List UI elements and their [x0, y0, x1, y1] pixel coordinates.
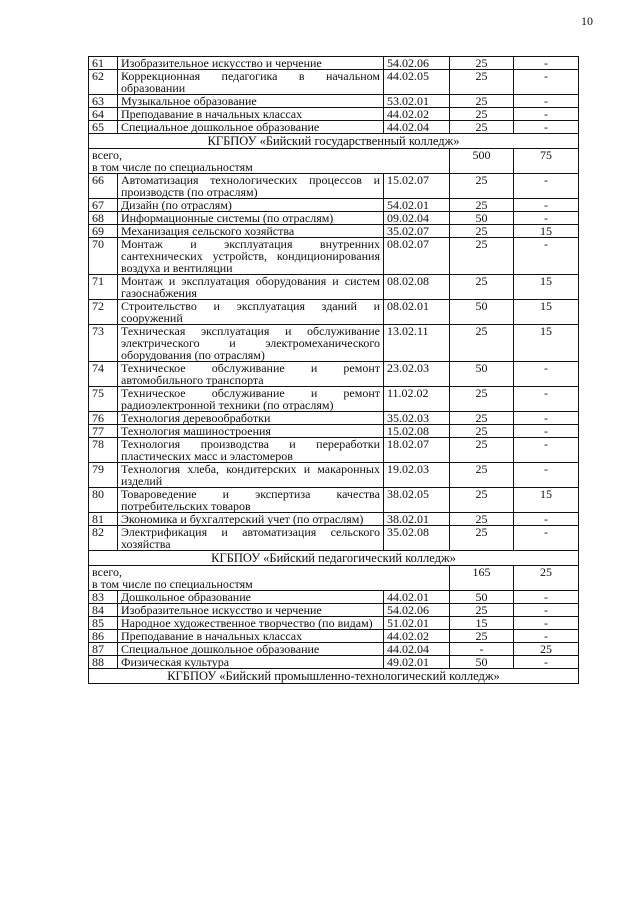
total-label: всего, в том числе по специальностям [89, 566, 450, 591]
extra-count: - [514, 591, 579, 604]
row-number: 82 [89, 526, 118, 551]
extra-count: - [514, 425, 579, 438]
row-number: 80 [89, 488, 118, 513]
table-row [89, 212, 579, 225]
specialty-code: 51.02.01 [384, 617, 450, 630]
specialty-code: 38.02.01 [384, 513, 450, 526]
row-number: 74 [89, 362, 118, 387]
row-number: 73 [89, 325, 118, 362]
plan-count: 25 [450, 57, 514, 70]
row-number: 70 [89, 238, 118, 275]
specialty-name: Специальное дошкольное образование [118, 121, 384, 134]
specialty-name: Изобразительное искусство и черчение [118, 57, 384, 70]
total-extra-count: 75 [514, 149, 579, 174]
row-number: 61 [89, 57, 118, 70]
specialty-name: Музыкальное образование [118, 95, 384, 108]
row-number: 77 [89, 425, 118, 438]
plan-count: 25 [450, 108, 514, 121]
college-header-row [89, 551, 579, 566]
extra-count: - [514, 438, 579, 463]
specialty-code: 54.02.06 [384, 604, 450, 617]
plan-count: 25 [450, 238, 514, 275]
total-row [89, 149, 579, 174]
plan-count: 25 [450, 412, 514, 425]
specialty-code: 19.02.03 [384, 463, 450, 488]
row-number: 84 [89, 604, 118, 617]
specialty-code: 15.02.07 [384, 174, 450, 199]
table-row [89, 425, 579, 438]
specialty-code: 44.02.02 [384, 630, 450, 643]
extra-count: - [514, 412, 579, 425]
specialty-name: Технология деревообработки [118, 412, 384, 425]
extra-count: 15 [514, 300, 579, 325]
table-row [89, 199, 579, 212]
specialty-name: Техническая эксплуатация и обслуживание электрического и электромеханического оборудования (по отраслям) [118, 325, 384, 362]
specialty-name: Механизация сельского хозяйства [118, 225, 384, 238]
table-row [89, 591, 579, 604]
row-number: 64 [89, 108, 118, 121]
specialty-code: 08.02.01 [384, 300, 450, 325]
plan-count: 50 [450, 656, 514, 669]
total-plan-count: 500 [450, 149, 514, 174]
college-name: КГБПОУ «Бийский государственный колледж» [89, 134, 579, 149]
extra-count: - [514, 656, 579, 669]
total-extra-count: 25 [514, 566, 579, 591]
plan-count: 25 [450, 95, 514, 108]
plan-count: 25 [450, 513, 514, 526]
plan-count: - [450, 643, 514, 656]
specialty-name: Техническое обслуживание и ремонт радиоэлектронной техники (по отраслям) [118, 387, 384, 412]
row-number: 66 [89, 174, 118, 199]
specialty-code: 35.02.07 [384, 225, 450, 238]
specialty-name: Электрификация и автоматизация сельского хозяйства [118, 526, 384, 551]
specialty-name: Коррекционная педагогика в начальном образовании [118, 70, 384, 95]
table-row [89, 70, 579, 95]
specialty-name: Технология хлеба, кондитерских и макаронных изделий [118, 463, 384, 488]
table-row [89, 438, 579, 463]
total-plan-count: 165 [450, 566, 514, 591]
extra-count: - [514, 513, 579, 526]
table-row [89, 174, 579, 199]
extra-count: - [514, 238, 579, 275]
table-row [89, 643, 579, 656]
table-row [89, 617, 579, 630]
plan-count: 25 [450, 121, 514, 134]
specialty-name: Технология производства и переработки пластических масс и эластомеров [118, 438, 384, 463]
specialty-code: 54.02.01 [384, 199, 450, 212]
specialty-name: Монтаж и эксплуатация внутренних сантехнических устройств, кондиционирования воздуха и вентиляции [118, 238, 384, 275]
specialty-code: 54.02.06 [384, 57, 450, 70]
table-row [89, 463, 579, 488]
specialty-code: 44.02.04 [384, 643, 450, 656]
table-row [89, 412, 579, 425]
specialty-code: 35.02.08 [384, 526, 450, 551]
extra-count: 15 [514, 325, 579, 362]
extra-count: - [514, 199, 579, 212]
table-row [89, 656, 579, 669]
extra-count: - [514, 174, 579, 199]
plan-count: 25 [450, 174, 514, 199]
specialty-code: 18.02.07 [384, 438, 450, 463]
page-number: 10 [581, 14, 593, 28]
specialty-code: 44.02.01 [384, 591, 450, 604]
row-number: 63 [89, 95, 118, 108]
extra-count: - [514, 526, 579, 551]
row-number: 85 [89, 617, 118, 630]
extra-count: 15 [514, 225, 579, 238]
specialty-name: Технология машиностроения [118, 425, 384, 438]
plan-count: 25 [450, 199, 514, 212]
table-row [89, 488, 579, 513]
plan-count: 25 [450, 425, 514, 438]
specialty-code: 08.02.08 [384, 275, 450, 300]
extra-count: - [514, 362, 579, 387]
college-header-row [89, 134, 579, 149]
specialty-code: 09.02.04 [384, 212, 450, 225]
row-number: 75 [89, 387, 118, 412]
specialty-name: Строительство и эксплуатация зданий и сооружений [118, 300, 384, 325]
extra-count: - [514, 463, 579, 488]
specialty-name: Товароведение и экспертиза качества потребительских товаров [118, 488, 384, 513]
extra-count: - [514, 95, 579, 108]
plan-count: 25 [450, 325, 514, 362]
plan-count: 25 [450, 438, 514, 463]
specialty-name: Монтаж и эксплуатация оборудования и систем газоснабжения [118, 275, 384, 300]
total-row [89, 566, 579, 591]
specialty-name: Народное художественное творчество (по видам) [118, 617, 384, 630]
plan-count: 25 [450, 526, 514, 551]
extra-count: 25 [514, 643, 579, 656]
specialty-name: Изобразительное искусство и черчение [118, 604, 384, 617]
extra-count: - [514, 617, 579, 630]
specialty-code: 13.02.11 [384, 325, 450, 362]
plan-count: 25 [450, 70, 514, 95]
plan-count: 25 [450, 630, 514, 643]
plan-count: 25 [450, 387, 514, 412]
row-number: 78 [89, 438, 118, 463]
row-number: 71 [89, 275, 118, 300]
specialty-code: 44.02.05 [384, 70, 450, 95]
specialty-name: Физическая культура [118, 656, 384, 669]
plan-count: 15 [450, 617, 514, 630]
row-number: 87 [89, 643, 118, 656]
college-name: КГБПОУ «Бийский промышленно-технологический колледж» [89, 669, 579, 684]
table-row [89, 604, 579, 617]
table-row [89, 387, 579, 412]
table-row [89, 108, 579, 121]
plan-count: 50 [450, 212, 514, 225]
table-row [89, 225, 579, 238]
plan-count: 25 [450, 225, 514, 238]
extra-count: - [514, 108, 579, 121]
specialty-name: Дизайн (по отраслям) [118, 199, 384, 212]
plan-count: 25 [450, 604, 514, 617]
specialty-code: 15.02.08 [384, 425, 450, 438]
extra-count: - [514, 121, 579, 134]
plan-count: 25 [450, 463, 514, 488]
plan-count: 50 [450, 591, 514, 604]
row-number: 88 [89, 656, 118, 669]
specialty-code: 44.02.02 [384, 108, 450, 121]
table-row [89, 238, 579, 275]
row-number: 72 [89, 300, 118, 325]
row-number: 62 [89, 70, 118, 95]
specialty-code: 35.02.03 [384, 412, 450, 425]
specialty-code: 38.02.05 [384, 488, 450, 513]
row-number: 83 [89, 591, 118, 604]
table-row [89, 362, 579, 387]
specialty-name: Информационные системы (по отраслям) [118, 212, 384, 225]
table-row [89, 630, 579, 643]
table-row [89, 325, 579, 362]
extra-count: - [514, 212, 579, 225]
specialty-code: 11.02.02 [384, 387, 450, 412]
extra-count: - [514, 630, 579, 643]
extra-count: 15 [514, 488, 579, 513]
plan-count: 50 [450, 362, 514, 387]
plan-count: 25 [450, 488, 514, 513]
table-row [89, 95, 579, 108]
table-row [89, 513, 579, 526]
table-row [89, 526, 579, 551]
row-number: 65 [89, 121, 118, 134]
specialty-code: 53.02.01 [384, 95, 450, 108]
extra-count: 15 [514, 275, 579, 300]
specialty-name: Преподавание в начальных классах [118, 108, 384, 121]
extra-count: - [514, 70, 579, 95]
college-name: КГБПОУ «Бийский педагогический колледж» [89, 551, 579, 566]
row-number: 79 [89, 463, 118, 488]
table-row [89, 275, 579, 300]
specialty-name: Экономика и бухгалтерский учет (по отраслям) [118, 513, 384, 526]
specialty-code: 23.02.03 [384, 362, 450, 387]
specialty-code: 49.02.01 [384, 656, 450, 669]
specialty-name: Техническое обслуживание и ремонт автомобильного транспорта [118, 362, 384, 387]
extra-count: - [514, 604, 579, 617]
specialty-name: Дошкольное образование [118, 591, 384, 604]
college-header-row [89, 669, 579, 684]
row-number: 68 [89, 212, 118, 225]
table-row [89, 121, 579, 134]
row-number: 86 [89, 630, 118, 643]
specialty-code: 08.02.07 [384, 238, 450, 275]
row-number: 81 [89, 513, 118, 526]
plan-count: 50 [450, 300, 514, 325]
table-row [89, 300, 579, 325]
table-row [89, 57, 579, 70]
plan-count: 25 [450, 275, 514, 300]
specialty-name: Преподавание в начальных классах [118, 630, 384, 643]
row-number: 69 [89, 225, 118, 238]
row-number: 67 [89, 199, 118, 212]
total-label: всего, в том числе по специальностям [89, 149, 450, 174]
extra-count: - [514, 57, 579, 70]
specialty-name: Автоматизация технологических процессов и производств (по отраслям) [118, 174, 384, 199]
extra-count: - [514, 387, 579, 412]
specialty-code: 44.02.04 [384, 121, 450, 134]
specialty-name: Специальное дошкольное образование [118, 643, 384, 656]
admission-plan-table [88, 56, 579, 684]
row-number: 76 [89, 412, 118, 425]
